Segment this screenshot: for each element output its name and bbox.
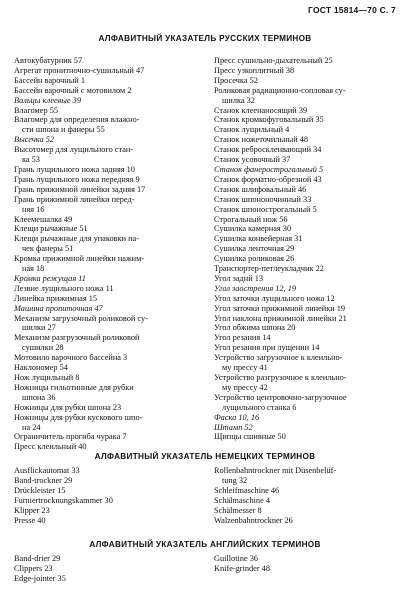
index-entry: Щипцы сшивные 50 <box>214 432 286 442</box>
index-entry: Угол наклона прижимной линейки 21 <box>214 313 347 323</box>
english-index-title: АЛФАВИТНЫЙ УКАЗАТЕЛЬ АНГЛИЙСКИХ ТЕРМИНОВ <box>89 540 321 549</box>
index-entry: Угол заточки прижимной линейки 19 <box>214 303 346 313</box>
index-entry: Сушилка роликовая 26 <box>214 254 295 264</box>
russian-index-right-column <box>214 56 400 442</box>
index-entry: Лезвие лущильного ножа 11 <box>14 283 114 293</box>
index-entry: Schälmesser 8 <box>214 505 262 515</box>
index-entry: Машина пропиточная 47 <box>14 303 103 313</box>
index-entry: Роликовая радиационно-сопловая су- <box>214 85 346 95</box>
index-entry: Schälmaschine 4 <box>214 495 270 505</box>
index-entry: Clippers 23 <box>14 563 53 573</box>
index-entry: Угол заточки лущильного ножа 12 <box>214 293 335 303</box>
index-entry: Устройство центровочно-загрузочное <box>214 392 347 402</box>
german-index-left-column <box>14 466 210 525</box>
index-entry: Станок форматно-обрезной 43 <box>214 174 322 184</box>
index-entry: Нож лущильный 8 <box>14 373 80 382</box>
index-entry: Угол резания 14 <box>214 333 271 343</box>
index-entry: Ограничитель прогиба чурака 7 <box>14 432 127 442</box>
index-entry: Клещи рычажные для упаковки па- <box>14 234 139 244</box>
index-entry: Станок клеенаносящий 39 <box>214 105 308 115</box>
index-entry: Высотомер для лущильного стан- <box>14 145 134 155</box>
index-entry: Станок усовочный 37 <box>214 155 291 165</box>
index-entry: Агрегат пронитночно-сушильный 47 <box>14 65 145 75</box>
index-entry: Автокубатурник 57 <box>14 56 83 65</box>
index-entry: Станок фанерострогальный 5 <box>214 164 324 174</box>
index-entry: Транспортер-петлеукладчик 22 <box>214 264 324 274</box>
index-entry: Knife-grinder 48 <box>214 563 270 573</box>
russian-index-title: АЛФАВИТНЫЙ УКАЗАТЕЛЬ РУССКИХ ТЕРМИНОВ <box>98 34 312 43</box>
index-entry: Presse 40 <box>14 515 46 525</box>
index-entry: Угол заднй 13 <box>214 273 264 283</box>
index-entry: Band-drier 29 <box>14 554 61 563</box>
index-entry: Бассейн варочный с мотовилом 2 <box>14 85 132 95</box>
index-entry: Угол обжима шпона 20 <box>214 323 296 333</box>
index-entry: Пресс сушильно-дыхательный 25 <box>214 56 333 65</box>
index-entry: Угол заострения 12, 19 <box>214 283 297 293</box>
index-entry: Грань лущильного ножа задняя 10 <box>14 164 135 174</box>
index-entry: сти шпона и фанеры 55 <box>22 125 105 135</box>
index-entry: Walzenbahntrockner 26 <box>214 515 293 525</box>
index-entry: Фаска 10, 16 <box>214 412 260 422</box>
index-entry: Furniertrocknungskammer 30 <box>14 495 113 505</box>
index-entry: Линейка прижимная 15 <box>14 293 98 303</box>
index-entry: Band-trockner 29 <box>14 475 73 485</box>
index-entry: сушилки 28 <box>22 343 64 353</box>
index-entry: Грань прижимной линейки задняя 17 <box>14 184 146 194</box>
index-entry: ка 53 <box>22 155 40 165</box>
index-entry: Вальцы клеевые 39 <box>14 95 81 105</box>
index-entry: Klipper 23 <box>14 505 50 515</box>
english-index-left-column <box>14 554 210 584</box>
index-entry: Угол резания при лущении 14 <box>214 343 320 353</box>
index-entry: Станок ножеточильный 48 <box>214 135 309 145</box>
index-entry: Ножницы для рубки кускового шпо- <box>14 412 143 422</box>
index-entry: Edge-jointer 35 <box>14 573 66 583</box>
index-entry: Станок реброскленвающий 34 <box>214 145 322 155</box>
index-entry: Механизм загрузочный роликовой су- <box>14 313 148 323</box>
index-entry: Высечка 52 <box>14 135 54 145</box>
german-index-title: АЛФАВИТНЫЙ УКАЗАТЕЛЬ НЕМЕЦКИХ ТЕРМИНОВ <box>94 452 316 461</box>
index-entry: Грань прижимной линейки перед- <box>14 194 135 204</box>
index-entry: Ножницы для рубки шпона 23 <box>14 402 122 412</box>
index-entry: Влагомер для определения влажно- <box>14 115 140 125</box>
index-entry: шпона 36 <box>22 392 56 402</box>
index-entry: Кромка прижимной линейки нажим- <box>14 254 145 264</box>
index-entry: Строгальный нож 56 <box>214 214 288 224</box>
index-entry: шилки 27 <box>22 323 56 333</box>
index-entry: Guillotine 36 <box>214 554 259 563</box>
index-entry: Механизм разгрузочный роликовой <box>14 333 140 343</box>
index-entry: Станок кромкофуговальный 35 <box>214 115 324 125</box>
index-entry: Наклономер 54 <box>14 363 68 373</box>
index-entry: Устройство загрузочное к клеильно- <box>214 353 343 363</box>
index-entry: Клеемешалка 49 <box>14 214 73 224</box>
index-entry: Сушилка камерная 30 <box>214 224 292 234</box>
english-index-right-column <box>214 554 400 574</box>
index-entry: Станок лущильный 4 <box>214 125 290 135</box>
index-entry: Влагомер 55 <box>14 105 58 115</box>
index-entry: му прессу 41 <box>222 363 268 373</box>
index-entry: Сушилка конвейерная 31 <box>214 234 303 244</box>
index-entry: Станок шпонострогальный 5 <box>214 204 317 214</box>
index-entry: Бассейн варочный 1 <box>14 75 85 85</box>
index-entry: Грань лущильного ножа передняя 9 <box>14 174 140 184</box>
index-entry: Ausflickautomat 33 <box>14 466 80 475</box>
index-entry: чек фанеры 51 <box>22 244 74 254</box>
index-entry: Drückleister 15 <box>14 485 66 495</box>
standard-header: ГОСТ 15814—70 С. 7 <box>308 5 396 15</box>
index-entry: Станок шлифовальный 46 <box>214 184 307 194</box>
index-entry: Rollenbahntrockner mit Düsenbelüf- <box>214 466 337 475</box>
index-entry: Штамп 52 <box>214 422 253 432</box>
index-entry: Устройство разгрузочное к клеильно- <box>214 373 347 382</box>
index-entry: Кромка режущая 11 <box>14 273 86 283</box>
index-entry: Ножницы гильотинные для рубки <box>14 382 134 392</box>
index-entry: Сушилка ленточная 29 <box>214 244 295 254</box>
index-entry: Пресс узкоплитный 38 <box>214 65 295 75</box>
russian-index-left-column <box>14 56 210 452</box>
index-entry: Мотовило варочного бассейна 3 <box>14 353 128 363</box>
index-entry: Просечка 52 <box>214 75 258 85</box>
index-entry: tung 32 <box>222 475 248 485</box>
index-entry: лущильного станка 6 <box>222 402 297 412</box>
index-entry: няя 16 <box>22 204 45 214</box>
index-entry: Schleifmaschine 46 <box>214 485 280 495</box>
index-entry: на 24 <box>22 422 41 432</box>
index-entry: Пресс клеильный 40 <box>14 442 87 452</box>
index-entry: Станок шпононочинный 33 <box>214 194 312 204</box>
index-entry: ная 18 <box>22 264 45 274</box>
index-entry: Клещи рычажные 51 <box>14 224 88 234</box>
index-entry: му прессу 42 <box>222 382 268 392</box>
index-entry: шилка 32 <box>222 95 255 105</box>
german-index-right-column <box>214 466 400 525</box>
